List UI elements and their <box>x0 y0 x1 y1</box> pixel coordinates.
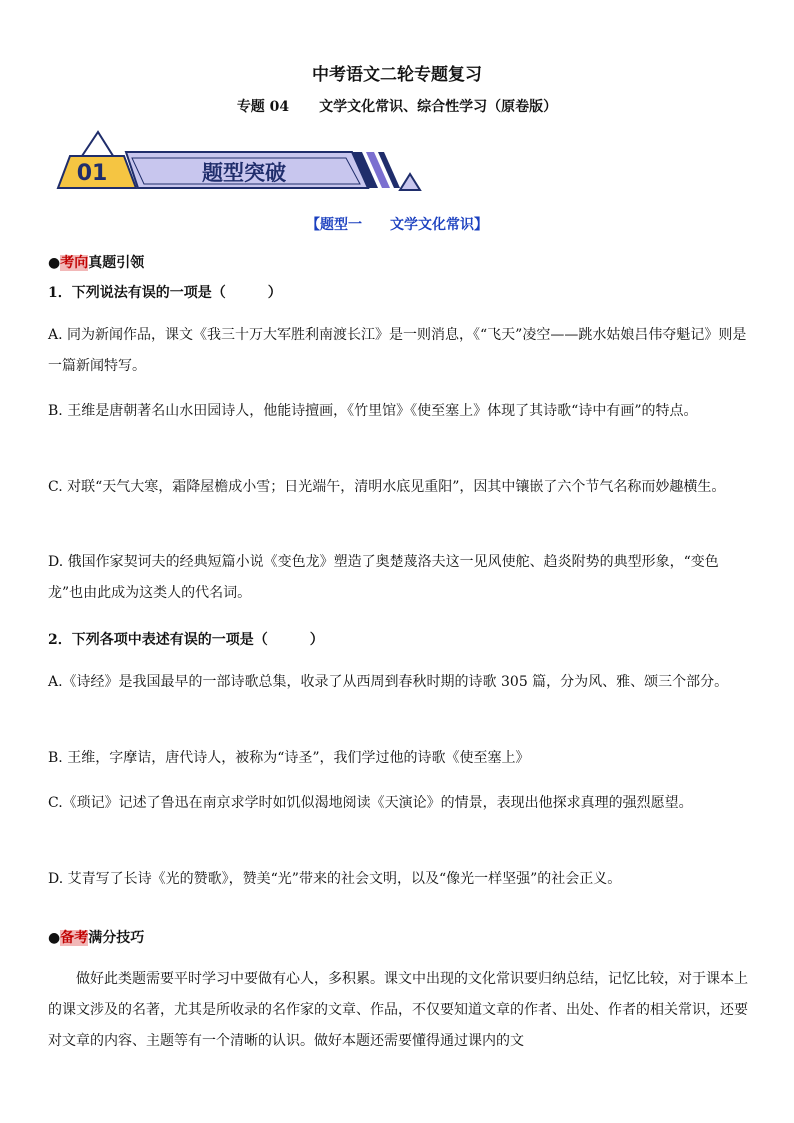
question-2-option-a: A.《诗经》是我国最早的一部诗歌总集，收录了从西周到春秋时期的诗歌 305 篇，分为风、雅、颂三个部分。 <box>48 674 729 690</box>
kaoxiang-highlight: 考向 <box>60 255 89 271</box>
question-2-stem: 2．下列各项中表述有误的一项是（ ） <box>48 632 324 648</box>
section-banner <box>56 128 426 194</box>
beikao-rest: 满分技巧 <box>88 930 145 946</box>
banner-number: 01 <box>76 161 108 186</box>
question-1-stem: 1．下列说法有误的一项是（ ） <box>48 285 282 301</box>
beikao-section-heading <box>48 927 144 947</box>
tips-paragraph: 做好此类题需要平时学习中要做有心人，多积累。课文中出现的文化常识要归纳总结，记忆比较，对于课本上的课文涉及的名著，尤其是所收录的名作家的文章、作品，不仅要知道文章的作者、出处、作者的相关常识，还要对文章的内容、主题等有一个清晰的认识。做好本题还需要懂得通过课内的文 <box>48 971 748 1049</box>
question-1-option-d: D. 俄国作家契诃夫的经典短篇小说《变色龙》塑造了奥楚蔑洛夫这一见风使舵、趋炎附势的典型形象，“变色龙”也由此成为这类人的代名词。 <box>48 554 719 601</box>
type-heading-right: 文学文化常识】 <box>390 217 488 233</box>
kaoxiang-section-heading <box>48 252 144 272</box>
question-1-option-a: A. 同为新闻作品，课文《我三十万大军胜利南渡长江》是一则消息，《“飞天”凌空——跳水姑娘吕伟夺魁记》则是一篇新闻特写。 <box>48 327 747 374</box>
question-type-heading <box>0 214 794 234</box>
question-1-option-b: B. 王维是唐朝著名山水田园诗人，他能诗擅画，《竹里馆》《使至塞上》体现了其诗歌“诗中有画”的特点。 <box>48 403 698 419</box>
beikao-highlight: 备考 <box>60 930 89 946</box>
question-2-option-d: D. 艾青写了长诗《光的赞歌》，赞美“光”带来的社会文明，以及“像光一样坚强”的社会正义。 <box>48 871 622 887</box>
document-subtitle <box>0 96 794 116</box>
type-heading-left: 【题型一 <box>306 217 362 233</box>
banner-label: 题型突破 <box>202 161 286 185</box>
question-1-option-c: C. 对联“天气大寒，霜降屋檐成小雪；日光端午，清明水底见重阳”，因其中镶嵌了六个节气名称而妙趣横生。 <box>48 479 726 495</box>
bullet-icon: ● <box>48 930 61 946</box>
question-2-option-c: C.《琐记》记述了鲁迅在南京求学时如饥似渴地阅读《天演论》的情景，表现出他探求真理的强烈愿望。 <box>48 795 693 811</box>
topic-number: 专题 04 <box>236 99 290 115</box>
bullet-icon: ● <box>48 255 61 271</box>
question-2-option-b: B. 王维，字摩诘，唐代诗人，被称为“诗圣”，我们学过他的诗歌《使至塞上》 <box>48 750 530 766</box>
kaoxiang-rest: 真题引领 <box>88 255 145 271</box>
document-title: 中考语文二轮专题复习 <box>312 65 482 85</box>
banner-small-triangle <box>400 174 420 190</box>
topic-name: 文学文化常识、综合性学习（原卷版） <box>319 99 558 115</box>
